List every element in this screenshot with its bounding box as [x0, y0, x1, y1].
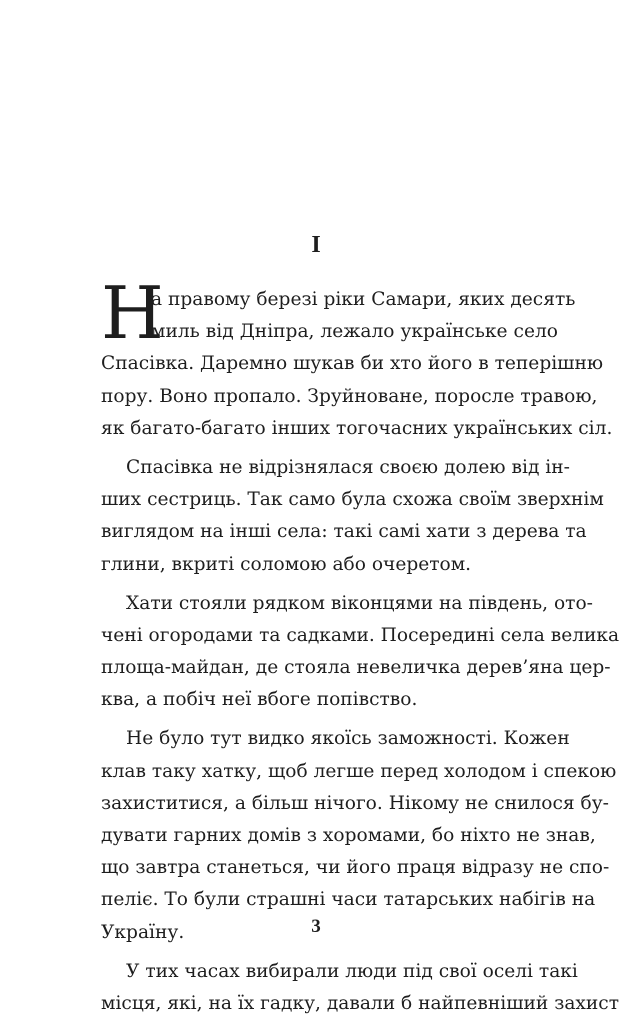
text-line: виглядом на інші села: такі самі хати з дерева та [101, 521, 587, 543]
text-line: місця, які, на їх гадку, давали б найпевніший захист [101, 992, 620, 1014]
text-line: Не було тут видко якоїсь заможності. Кожен [126, 728, 570, 750]
text-line: ших сестриць. Так само була схожа своїм зверхнім [101, 489, 604, 511]
paragraph-3 [101, 588, 620, 717]
chapter-heading: I [311, 232, 321, 258]
text-line: миль від Дніпра, лежало українське село [151, 321, 558, 343]
paragraph-5 [101, 956, 620, 1020]
text-line: що завтра станеться, чи його праця відразу не спо- [101, 857, 610, 879]
text-line: як багато-багато інших тогочасних українських сіл. [101, 417, 613, 439]
drop-cap: Н [101, 271, 164, 355]
page-number: 3 [311, 916, 321, 937]
text-line: Спасівка. Даремно шукав би хто його в теперішню [101, 353, 604, 375]
text-line: чені огородами та садками. Посередині села велика [101, 624, 620, 646]
text-line: глини, вкриті соломою або очеретом. [101, 553, 472, 575]
text-line: площа-майдан, де стояла невеличка дерев’яна цер- [101, 657, 611, 679]
text-line: захиститися, а більш нічого. Нікому не снилося бу- [101, 792, 609, 814]
text-line: дувати гарних домів з хоромами, бо ніхто не знав, [101, 825, 596, 846]
text-line: Хати стояли рядком віконцями на південь, ото- [126, 592, 593, 614]
body-text [101, 284, 620, 1020]
paragraph-2 [101, 452, 604, 581]
text-line: пору. Воно пропало. Зруйноване, поросле травою, [101, 385, 598, 407]
text-line: а правому березі ріки Самари, яких десять [151, 289, 576, 310]
text-line: Спасівка не відрізнялася своєю долею від ін- [126, 456, 570, 478]
text-line: клав таку хатку, щоб легше перед холодом і спекою [101, 760, 617, 782]
text-line: Україну. [101, 921, 185, 943]
text-line: ква, а побіч неї вбоге попівство. [101, 689, 418, 711]
paragraph-1 [101, 284, 613, 445]
text-line: пеліє. То були страшні часи татарських набігів на [101, 889, 596, 911]
paragraph-4 [101, 723, 617, 948]
text-line: У тих часах вибирали люди під свої оселі такі [126, 960, 578, 982]
